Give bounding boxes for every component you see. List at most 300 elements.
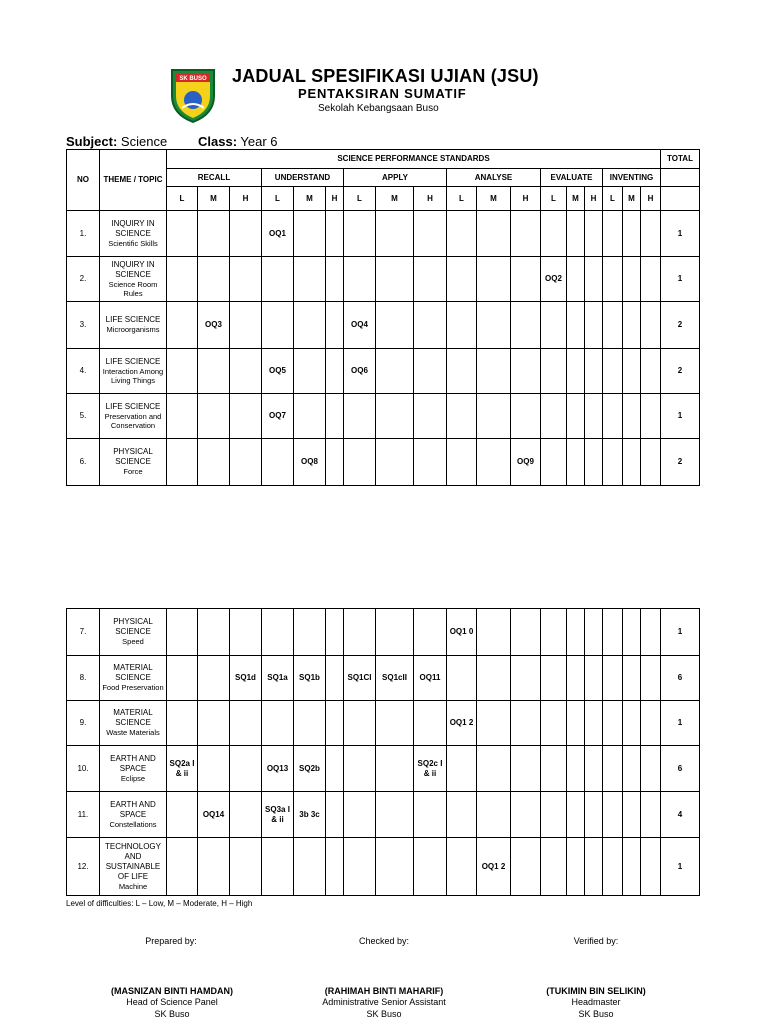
row-number: 5. <box>67 394 100 439</box>
question-cell <box>511 394 541 439</box>
question-cell: SQ2a I & ii <box>167 746 198 792</box>
prepared-by-label: Prepared by: <box>145 936 197 946</box>
question-cell <box>376 302 414 349</box>
question-cell <box>376 701 414 746</box>
question-cell <box>414 257 447 302</box>
question-cell <box>585 609 603 656</box>
signatory-verified <box>496 986 696 1020</box>
header-level: L <box>447 187 477 211</box>
question-cell <box>641 439 661 486</box>
theme-topic-cell <box>100 746 167 792</box>
header-group: UNDERSTAND <box>262 169 344 187</box>
total-cell: 1 <box>661 394 700 439</box>
question-cell <box>447 394 477 439</box>
header-group: APPLY <box>344 169 447 187</box>
question-cell <box>567 394 585 439</box>
question-cell <box>447 439 477 486</box>
question-cell <box>541 302 567 349</box>
logo-text: SK BUSO <box>179 76 207 82</box>
question-cell <box>198 349 230 394</box>
question-cell <box>477 211 511 257</box>
question-cell <box>541 211 567 257</box>
question-cell <box>603 792 623 838</box>
question-cell: OQ11 <box>414 656 447 701</box>
class-value: Year 6 <box>240 134 278 149</box>
question-cell <box>623 701 641 746</box>
question-cell <box>344 701 376 746</box>
theme-label: LIFE SCIENCE <box>105 315 161 325</box>
question-cell <box>623 439 641 486</box>
question-cell <box>641 302 661 349</box>
question-cell <box>623 257 641 302</box>
question-cell: OQ13 <box>262 746 294 792</box>
row-number: 3. <box>67 302 100 349</box>
question-cell <box>603 257 623 302</box>
question-cell: SQ3a I & ii <box>262 792 294 838</box>
theme-topic-cell <box>100 838 167 896</box>
question-cell <box>603 838 623 896</box>
question-cell: OQ1 2 <box>447 701 477 746</box>
question-cell <box>585 701 603 746</box>
question-cell <box>603 746 623 792</box>
question-cell <box>230 746 262 792</box>
question-cell <box>230 792 262 838</box>
question-cell <box>585 302 603 349</box>
question-cell <box>641 211 661 257</box>
table-row <box>67 838 700 896</box>
question-cell <box>623 394 641 439</box>
total-cell: 6 <box>661 656 700 701</box>
question-cell <box>376 746 414 792</box>
topic-label: Science Room Rules <box>108 279 158 298</box>
topic-label: Waste Materials <box>106 728 160 738</box>
theme-label: EARTH AND SPACE <box>110 799 156 819</box>
question-cell: SQ1a <box>262 656 294 701</box>
question-cell <box>414 792 447 838</box>
header-level: M <box>623 187 641 211</box>
table-row <box>67 302 700 349</box>
theme-label: INQUIRY IN SCIENCE <box>111 259 155 279</box>
header-level: H <box>641 187 661 211</box>
question-cell <box>477 746 511 792</box>
question-cell: OQ9 <box>511 439 541 486</box>
question-cell: OQ1 2 <box>477 838 511 896</box>
question-cell <box>344 746 376 792</box>
question-cell <box>603 211 623 257</box>
question-cell <box>603 439 623 486</box>
theme-topic-cell <box>100 701 167 746</box>
question-cell: 3b 3c <box>294 792 326 838</box>
question-cell <box>198 394 230 439</box>
question-cell <box>477 792 511 838</box>
header-level: M <box>477 187 511 211</box>
question-cell <box>567 701 585 746</box>
question-cell <box>167 609 198 656</box>
topic-label: Speed <box>122 637 144 647</box>
question-cell: OQ5 <box>262 349 294 394</box>
question-cell <box>603 349 623 394</box>
signatory-name: (MASNIZAN BINTI HAMDAN) <box>111 986 233 996</box>
question-cell <box>641 792 661 838</box>
theme-label: TECHNOLOGY AND SUSTAINABLE OF LIFE <box>104 841 161 881</box>
question-cell <box>447 838 477 896</box>
jsu-table-part-2 <box>66 608 700 896</box>
question-cell <box>623 302 641 349</box>
question-cell: SQ2c I & ii <box>414 746 447 792</box>
question-cell <box>447 349 477 394</box>
row-number: 8. <box>67 656 100 701</box>
question-cell <box>447 656 477 701</box>
question-cell <box>326 257 344 302</box>
question-cell <box>414 838 447 896</box>
header-level: H <box>326 187 344 211</box>
subject-value: Science <box>120 134 168 149</box>
question-cell <box>167 349 198 394</box>
theme-label: INQUIRY IN SCIENCE <box>111 218 155 238</box>
question-cell <box>326 394 344 439</box>
question-cell <box>603 394 623 439</box>
table-row <box>67 746 700 792</box>
question-cell <box>567 211 585 257</box>
question-cell <box>344 257 376 302</box>
question-cell <box>326 656 344 701</box>
question-cell <box>376 257 414 302</box>
question-cell <box>623 656 641 701</box>
question-cell <box>326 349 344 394</box>
question-cell <box>344 609 376 656</box>
question-cell <box>167 302 198 349</box>
question-cell <box>326 439 344 486</box>
question-cell <box>262 609 294 656</box>
question-cell <box>167 701 198 746</box>
topic-label: Microorganisms <box>106 325 160 335</box>
question-cell <box>262 701 294 746</box>
question-cell <box>198 838 230 896</box>
question-cell <box>447 257 477 302</box>
subject-label: Subject: <box>66 134 118 149</box>
row-number: 1. <box>67 211 100 257</box>
topic-label: Machine <box>118 881 148 891</box>
question-cell <box>167 257 198 302</box>
question-cell <box>567 792 585 838</box>
question-cell <box>623 211 641 257</box>
school-name: Sekolah Kebangsaan Buso <box>318 103 439 114</box>
topic-label: Eclipse <box>120 773 146 783</box>
question-cell <box>641 349 661 394</box>
school-logo <box>164 66 222 124</box>
question-cell <box>376 394 414 439</box>
question-cell <box>294 349 326 394</box>
theme-topic-cell <box>100 349 167 394</box>
difficulty-legend: Level of difficulties: L – Low, M – Moderate, H – High <box>66 899 253 908</box>
question-cell <box>541 701 567 746</box>
table-row <box>67 394 700 439</box>
header-level: L <box>344 187 376 211</box>
header-level: M <box>567 187 585 211</box>
question-cell <box>230 349 262 394</box>
total-cell: 1 <box>661 609 700 656</box>
question-cell <box>585 349 603 394</box>
total-cell: 2 <box>661 302 700 349</box>
question-cell <box>511 792 541 838</box>
question-cell <box>294 302 326 349</box>
question-cell <box>414 211 447 257</box>
question-cell <box>567 302 585 349</box>
total-cell: 2 <box>661 439 700 486</box>
question-cell <box>326 701 344 746</box>
question-cell <box>477 302 511 349</box>
question-cell <box>541 439 567 486</box>
question-cell <box>585 792 603 838</box>
row-number: 6. <box>67 439 100 486</box>
question-cell <box>344 394 376 439</box>
question-cell <box>567 609 585 656</box>
question-cell <box>541 349 567 394</box>
total-cell: 1 <box>661 701 700 746</box>
question-cell <box>585 746 603 792</box>
header-total-blank <box>661 187 700 211</box>
question-cell <box>376 439 414 486</box>
theme-label: LIFE SCIENCE <box>105 401 161 411</box>
question-cell <box>567 746 585 792</box>
question-cell <box>585 838 603 896</box>
question-cell <box>641 701 661 746</box>
question-cell <box>541 394 567 439</box>
question-cell <box>567 257 585 302</box>
question-cell: OQ2 <box>541 257 567 302</box>
question-cell <box>511 211 541 257</box>
row-number: 7. <box>67 609 100 656</box>
question-cell <box>477 349 511 394</box>
question-cell: SQ1d <box>230 656 262 701</box>
question-cell <box>326 211 344 257</box>
question-cell <box>541 838 567 896</box>
question-cell: SQ1b <box>294 656 326 701</box>
topic-label: Preservation and Conservation <box>104 411 162 430</box>
question-cell <box>477 656 511 701</box>
question-cell <box>167 394 198 439</box>
theme-label: PHYSICAL SCIENCE <box>113 447 153 467</box>
class-line <box>198 134 278 149</box>
question-cell <box>641 746 661 792</box>
header-level: L <box>541 187 567 211</box>
question-cell <box>167 211 198 257</box>
theme-topic-cell <box>100 257 167 302</box>
question-cell <box>567 349 585 394</box>
topic-label: Food Preservation <box>102 683 164 693</box>
total-cell: 4 <box>661 792 700 838</box>
verified-by-label: Verified by: <box>573 936 619 946</box>
header-theme: THEME / TOPIC <box>100 150 167 211</box>
table-row <box>67 439 700 486</box>
question-cell <box>541 656 567 701</box>
question-cell: OQ4 <box>344 302 376 349</box>
question-cell: OQ3 <box>198 302 230 349</box>
total-cell: 1 <box>661 211 700 257</box>
theme-topic-cell <box>100 302 167 349</box>
question-cell <box>623 609 641 656</box>
question-cell: OQ14 <box>198 792 230 838</box>
question-cell <box>447 211 477 257</box>
signatory-name: (RAHIMAH BINTI MAHARIF) <box>324 986 444 996</box>
question-cell <box>262 257 294 302</box>
topic-label: Interaction Among Living Things <box>102 366 164 385</box>
question-cell <box>567 656 585 701</box>
question-cell <box>603 302 623 349</box>
signatory-prepared <box>72 986 272 1020</box>
question-cell <box>198 257 230 302</box>
header-group: INVENTING <box>603 169 661 187</box>
question-cell <box>262 439 294 486</box>
question-cell <box>414 349 447 394</box>
question-cell: SQ2b <box>294 746 326 792</box>
row-number: 12. <box>67 838 100 896</box>
header-group: EVALUATE <box>541 169 603 187</box>
question-cell <box>623 792 641 838</box>
question-cell <box>477 439 511 486</box>
question-cell: OQ7 <box>262 394 294 439</box>
question-cell <box>230 439 262 486</box>
signatory-title: Head of Science Panel <box>126 997 218 1008</box>
question-cell <box>376 349 414 394</box>
question-cell <box>603 609 623 656</box>
question-cell <box>414 609 447 656</box>
question-cell <box>230 211 262 257</box>
total-cell: 6 <box>661 746 700 792</box>
total-cell: 1 <box>661 257 700 302</box>
question-cell <box>376 792 414 838</box>
question-cell: SQ1cII <box>376 656 414 701</box>
question-cell <box>623 746 641 792</box>
header-level: L <box>603 187 623 211</box>
row-number: 10. <box>67 746 100 792</box>
table-row <box>67 701 700 746</box>
question-cell <box>326 746 344 792</box>
question-cell <box>198 609 230 656</box>
question-cell <box>230 701 262 746</box>
question-cell <box>541 792 567 838</box>
header-total-blank <box>661 169 700 187</box>
question-cell <box>230 838 262 896</box>
topic-label: Force <box>123 467 143 477</box>
question-cell <box>198 211 230 257</box>
question-cell <box>230 302 262 349</box>
signatory-title: Administrative Senior Assistant <box>322 997 446 1008</box>
question-cell <box>477 394 511 439</box>
question-cell <box>477 701 511 746</box>
question-cell <box>294 609 326 656</box>
question-cell: OQ1 <box>262 211 294 257</box>
question-cell <box>477 609 511 656</box>
header-level: M <box>294 187 326 211</box>
question-cell <box>541 609 567 656</box>
question-cell <box>230 394 262 439</box>
header-level: H <box>230 187 262 211</box>
question-cell <box>511 609 541 656</box>
header-level: L <box>262 187 294 211</box>
table-row <box>67 257 700 302</box>
header-performance-standards: SCIENCE PERFORMANCE STANDARDS <box>167 150 661 169</box>
theme-topic-cell <box>100 211 167 257</box>
document-title: JADUAL SPESIFIKASI UJIAN (JSU) <box>232 66 539 86</box>
table-row <box>67 609 700 656</box>
question-cell <box>230 257 262 302</box>
question-cell <box>623 838 641 896</box>
question-cell: OQ1 0 <box>447 609 477 656</box>
question-cell <box>294 838 326 896</box>
question-cell <box>376 609 414 656</box>
row-number: 2. <box>67 257 100 302</box>
question-cell <box>230 609 262 656</box>
question-cell <box>414 701 447 746</box>
question-cell <box>641 394 661 439</box>
question-cell <box>294 211 326 257</box>
question-cell <box>447 302 477 349</box>
jsu-table-part-1 <box>66 149 700 486</box>
theme-topic-cell <box>100 609 167 656</box>
theme-label: EARTH AND SPACE <box>110 753 156 773</box>
signatory-school: SK Buso <box>366 1008 402 1019</box>
header-group: RECALL <box>167 169 262 187</box>
table-row <box>67 656 700 701</box>
table-row <box>67 349 700 394</box>
question-cell <box>414 394 447 439</box>
question-cell <box>198 701 230 746</box>
question-cell <box>511 838 541 896</box>
question-cell <box>567 838 585 896</box>
question-cell <box>414 302 447 349</box>
question-cell <box>603 656 623 701</box>
question-cell <box>198 746 230 792</box>
question-cell <box>414 439 447 486</box>
header-level: H <box>414 187 447 211</box>
signatory-checked <box>284 986 484 1020</box>
question-cell <box>641 838 661 896</box>
question-cell <box>294 701 326 746</box>
question-cell <box>198 656 230 701</box>
table-row <box>67 211 700 257</box>
question-cell <box>344 439 376 486</box>
question-cell <box>511 656 541 701</box>
class-label: Class: <box>198 134 238 149</box>
question-cell <box>585 211 603 257</box>
theme-topic-cell <box>100 792 167 838</box>
theme-topic-cell <box>100 656 167 701</box>
question-cell <box>262 302 294 349</box>
header-group: ANALYSE <box>447 169 541 187</box>
question-cell <box>326 792 344 838</box>
question-cell <box>326 838 344 896</box>
question-cell <box>167 838 198 896</box>
signatory-name: (TUKIMIN BIN SELIKIN) <box>546 986 646 996</box>
question-cell <box>511 701 541 746</box>
row-number: 11. <box>67 792 100 838</box>
question-cell <box>641 609 661 656</box>
question-cell <box>603 701 623 746</box>
total-cell: 2 <box>661 349 700 394</box>
row-number: 9. <box>67 701 100 746</box>
question-cell <box>262 838 294 896</box>
question-cell <box>294 257 326 302</box>
question-cell <box>326 302 344 349</box>
signatory-title: Headmaster <box>571 997 621 1008</box>
header-level: M <box>198 187 230 211</box>
question-cell <box>326 609 344 656</box>
question-cell <box>641 656 661 701</box>
table-row <box>67 792 700 838</box>
question-cell: SQ1CI <box>344 656 376 701</box>
question-cell <box>511 746 541 792</box>
